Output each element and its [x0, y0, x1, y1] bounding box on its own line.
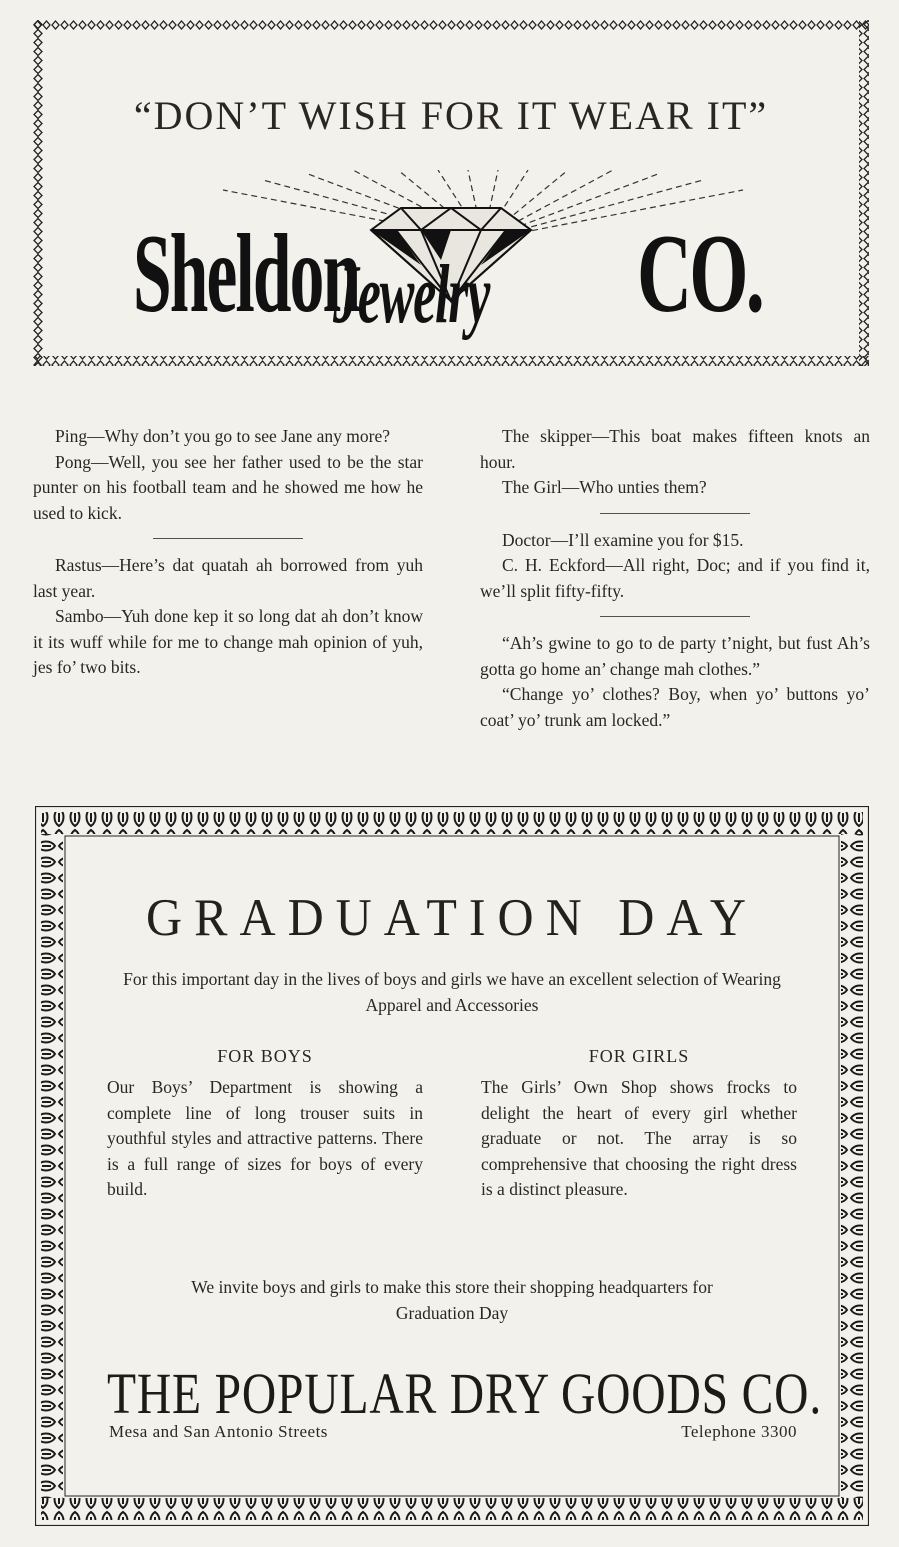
- joke-line: Sambo—Yuh done kep it so long dat ah don’t know it its wuff while for me to change mah opinion of yuh, jes fo’ two bits.: [33, 606, 423, 677]
- jewelry-slogan: “DON’T WISH FOR IT WEAR IT”: [133, 93, 769, 138]
- girls-section: [481, 1046, 797, 1203]
- logo-sheldon: Sheldon: [133, 212, 360, 336]
- store-name: THE POPULAR DRY GOODS CO.: [107, 1361, 823, 1426]
- separator-rule: [153, 538, 303, 539]
- graduation-title: GRADUATION DAY: [146, 887, 758, 947]
- graduation-intro: For this important day in the lives of boys and girls we have an excellent selection of Wearing Apparel and Accessories: [123, 969, 781, 1015]
- girls-heading: FOR GIRLS: [588, 1046, 690, 1066]
- boys-section: [107, 1046, 423, 1203]
- joke-rastus-sambo: [33, 553, 423, 681]
- jewelry-advertisement: [33, 20, 869, 366]
- boys-text: Our Boys’ Department is showing a complete line of long trouser suits in youthful styles and attractive patterns. There is a full range of sizes for boys of every build.: [107, 1077, 423, 1199]
- joke-line: Doctor—I’ll examine you for $15.: [502, 529, 744, 550]
- logo-co: CO.: [637, 212, 763, 336]
- separator-rule: [600, 513, 750, 514]
- jokes-column-right: [480, 424, 870, 733]
- store-address: Mesa and San Antonio Streets: [109, 1422, 328, 1441]
- girls-text: The Girls’ Own Shop shows frocks to delight the heart of every girl whether graduate or not. The array is so comprehensive that choosing the right dress is a distinct pleasure.: [481, 1077, 797, 1199]
- joke-line: Rastus—Here’s dat quatah ah borrowed from yuh last year.: [33, 555, 423, 601]
- joke-skipper: [480, 424, 870, 501]
- store-telephone: Telephone 3300: [681, 1422, 797, 1441]
- joke-line: Ping—Why don’t you go to see Jane any more?: [55, 426, 391, 446]
- joke-clothes: [480, 631, 870, 733]
- invite-text: We invite boys and girls to make this store their shopping headquarters for Graduation Day: [191, 1277, 713, 1323]
- joke-line: The Girl—Who unties them?: [502, 477, 707, 497]
- joke-line: “Ah’s gwine to go to de party t’night, but fust Ah’s gotta go home an’ change mah clothes.”: [480, 633, 870, 679]
- joke-line: C. H. Eckford—All right, Doc; and if you find it, we’ll split fifty-fifty.: [480, 555, 870, 601]
- joke-line: “Change yo’ clothes? Boy, when yo’ buttons yo’ coat’ yo’ trunk am locked.”: [480, 684, 870, 730]
- joke-line: The skipper—This boat makes fifteen knots an hour.: [480, 426, 870, 472]
- graduation-advertisement: [35, 806, 869, 1526]
- jokes-column-left: [33, 424, 423, 681]
- joke-line: Pong—Well, you see her father used to be the star punter on his football team and he showed me how he used to kick.: [33, 451, 423, 523]
- joke-doctor: [480, 528, 870, 605]
- joke-ping-pong: [33, 424, 423, 526]
- logo-jewelry: Jewelry: [333, 248, 490, 341]
- boys-heading: FOR BOYS: [217, 1046, 313, 1066]
- separator-rule: [600, 616, 750, 617]
